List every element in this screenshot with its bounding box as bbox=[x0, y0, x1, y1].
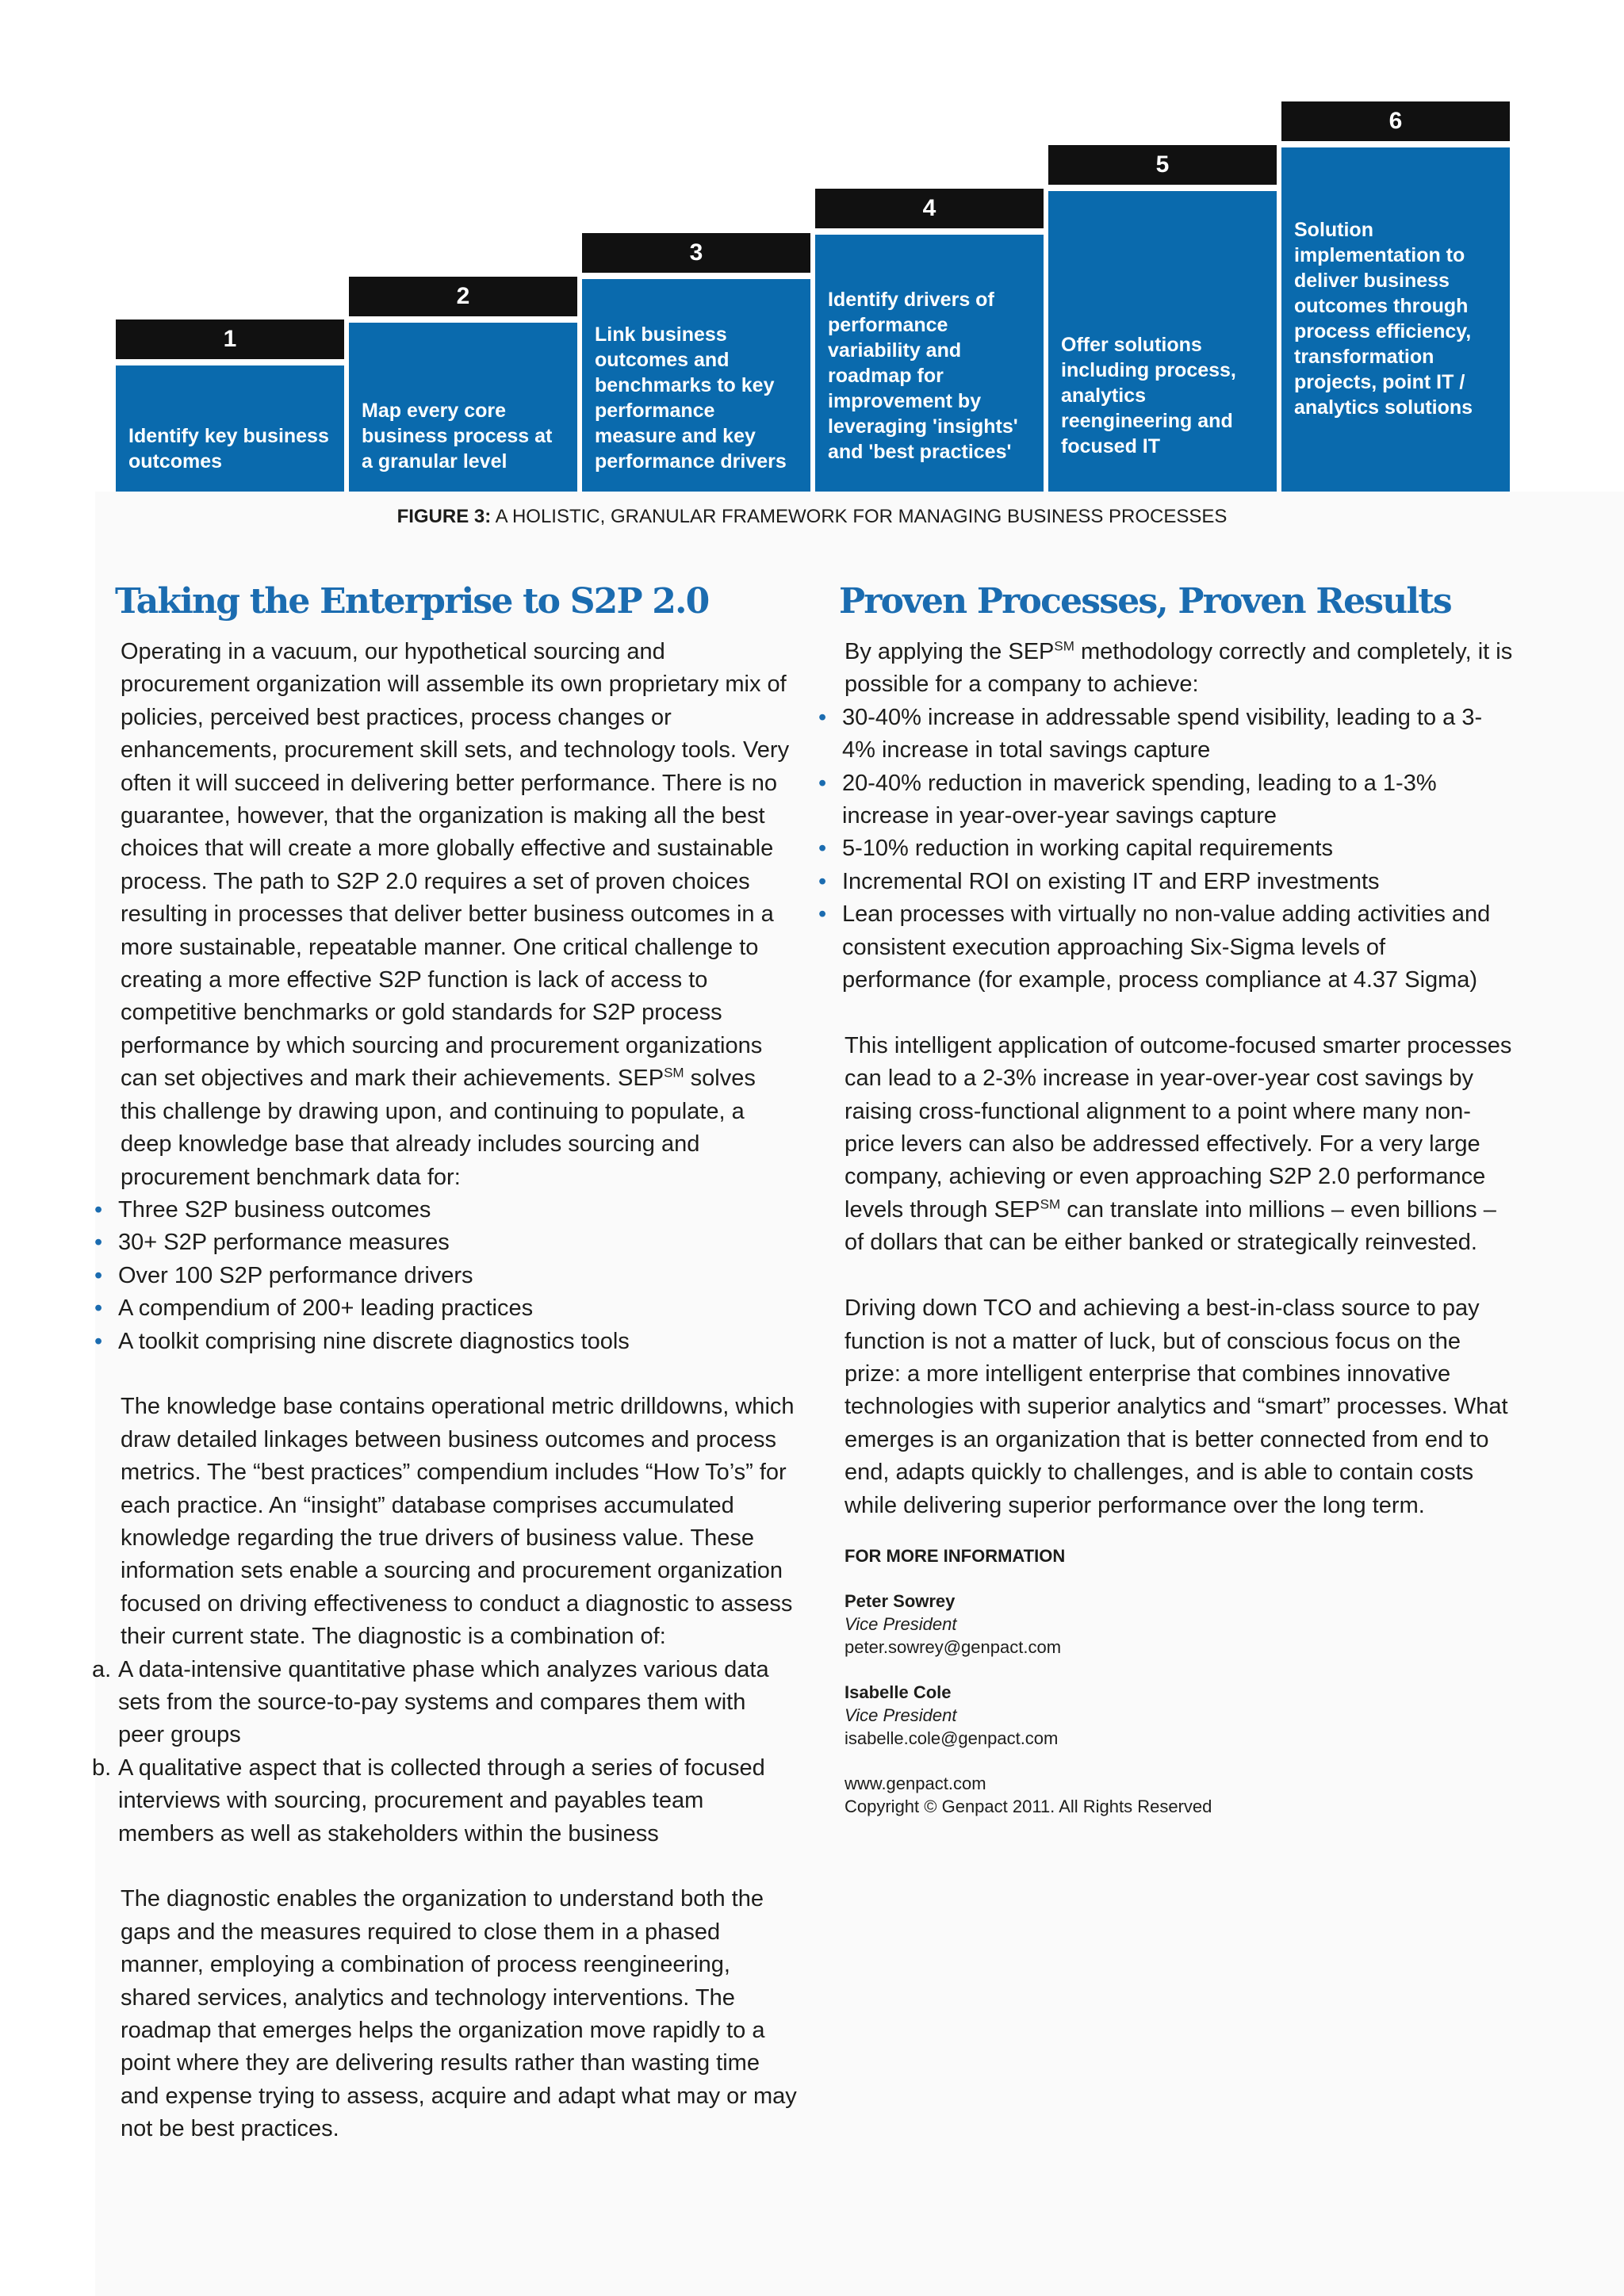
right-column bbox=[818, 580, 1513, 1818]
paragraph-text: Operating in a vacuum, our hypothetical sourcing and procurement organization will assemble its own proprietary mix of policies, perceived best practices, process changes or enhancements, procurement skill sets, and technology tools. Very often it will succeed in delivering better performance. There is no guarantee, however, that the organization is making all the best choices that will create a more globally effective and sustainable process. The path to S2P 2.0 requires a set of proven choices resulting in processes that deliver better business outcomes in a more sustainable, repeatable manner. One critical challenge to creating a more effective S2P function is lack of access to competitive benchmarks or gold standards for S2P process performance by which sourcing and procurement organizations can set objectives and mark their achievements. SEP bbox=[121, 639, 790, 1092]
paragraph-text: solves this challenge by drawing upon, and continuing to populate, a deep knowledge base that already includes sourcing and procurement benchmark data for: bbox=[121, 1066, 756, 1190]
bullet-text: Lean processes with virtually no non-value adding activities and consistent execution approaching Six-Sigma levels of performance (for example, process compliance at 4.37 Sigma) bbox=[842, 901, 1491, 993]
step-text: Solution implementation to deliver business outcomes through process efficiency, transformation projects, point IT / analytics solutions bbox=[1281, 147, 1510, 492]
section-heading: Taking the Enterprise to S2P 2.0 bbox=[115, 581, 709, 622]
step-5 bbox=[1048, 145, 1277, 492]
list-label: b. bbox=[92, 1755, 112, 1781]
step-number: 5 bbox=[1048, 145, 1277, 185]
website-link[interactable]: www.genpact.com bbox=[845, 1773, 986, 1793]
contact-title: Vice President bbox=[845, 1613, 957, 1634]
bullet-text: Three S2P business outcomes bbox=[118, 1196, 431, 1223]
list-item bbox=[92, 1752, 797, 1850]
bullet-text: A toolkit comprising nine discrete diagnostics tools bbox=[118, 1328, 630, 1354]
list-text: A data-intensive quantitative phase which analyzes various data sets from the source-to-pay systems and compares them with peer groups bbox=[118, 1656, 769, 1748]
contact-name: Isabelle Cole bbox=[845, 1682, 952, 1702]
step-text: Identify key business outcomes bbox=[116, 365, 344, 492]
step-text: Offer solutions including process, analytics reengineering and focused IT bbox=[1048, 191, 1277, 492]
bullet-item: • A compendium of 200+ leading practices bbox=[94, 1295, 534, 1322]
paragraph-text: methodology correctly and completely, it is possible for a company to achieve: bbox=[845, 639, 1513, 698]
paragraph-text: By applying the SEP bbox=[845, 639, 1055, 664]
bullet-item: • Three S2P business outcomes bbox=[94, 1196, 431, 1223]
paragraph: The knowledge base contains operational metric drilldowns, which draw detailed linkages between business outcomes and process metrics. The “best practices” compendium includes “How To’s” for each practice. An “insight” database comprises accumulated knowledge regarding the true drivers of business value. These information sets enable a sourcing and procurement organization focused on driving effectiveness to conduct a diagnostic to assess their current state. The diagnostic is a combination of: bbox=[121, 1394, 795, 1650]
paragraph-text: This intelligent application of outcome-focused smarter processes can lead to a 2-3% increase in year-over-year cost savings by raising cross-functional alignment to a point where many non-price levers can also be addressed effectively. For a very large company, achieving or even approaching S2P 2.0 performance levels through SEP bbox=[845, 1032, 1512, 1223]
contact-name: Peter Sowrey bbox=[845, 1590, 956, 1611]
contact-email[interactable]: isabelle.cole@genpact.com bbox=[845, 1728, 1059, 1748]
step-2 bbox=[349, 277, 577, 492]
step-number: 1 bbox=[116, 320, 344, 359]
bullet-text: 30-40% increase in addressable spend visibility, leading to a 3-4% increase in total savings capture bbox=[842, 704, 1483, 763]
figure-caption-text: A HOLISTIC, GRANULAR FRAMEWORK FOR MANAGING BUSINESS PROCESSES bbox=[495, 506, 1228, 527]
figure-caption bbox=[0, 506, 1624, 528]
bullet-item: • 30-40% increase in addressable spend visibility, leading to a 3-4% increase in total savings capture bbox=[818, 704, 1483, 763]
bullet-item: • 20-40% reduction in maverick spending, leading to a 1-3% increase in year-over-year savings capture bbox=[818, 770, 1437, 829]
step-number: 6 bbox=[1281, 101, 1510, 141]
bullet-text: Over 100 S2P performance drivers bbox=[118, 1262, 473, 1288]
section-heading: Proven Processes, Proven Results bbox=[839, 581, 1451, 622]
bullet-item: • Over 100 S2P performance drivers bbox=[94, 1262, 473, 1288]
bullet-text: 20-40% reduction in maverick spending, leading to a 1-3% increase in year-over-year savings capture bbox=[842, 770, 1437, 829]
service-mark: SM bbox=[1054, 638, 1074, 654]
list-text: A qualitative aspect that is collected through a series of focused interviews with sourcing, procurement and payables team members as well as stakeholders within the business bbox=[118, 1755, 765, 1846]
bullet-item: • A toolkit comprising nine discrete diagnostics tools bbox=[94, 1328, 630, 1354]
bullet-text: 30+ S2P performance measures bbox=[118, 1230, 450, 1256]
bullet-text: 5-10% reduction in working capital requirements bbox=[842, 836, 1333, 862]
left-body bbox=[92, 636, 797, 2146]
step-4 bbox=[815, 189, 1044, 492]
step-number: 4 bbox=[815, 189, 1044, 228]
step-text: Identify drivers of performance variability and roadmap for improvement by leveraging 'insights' and 'best practices' bbox=[815, 235, 1044, 492]
more-information bbox=[839, 1544, 1513, 1818]
paragraph bbox=[845, 1030, 1513, 1260]
step-text: Link business outcomes and benchmarks to key performance measure and key performance drivers bbox=[582, 279, 810, 492]
left-column bbox=[92, 580, 797, 2146]
bullet-text: A compendium of 200+ leading practices bbox=[118, 1295, 534, 1322]
step-number: 3 bbox=[582, 233, 810, 273]
list-item bbox=[92, 1654, 797, 1752]
contact-title: Vice President bbox=[845, 1705, 957, 1725]
paragraph bbox=[121, 636, 797, 1194]
paragraph: Driving down TCO and achieving a best-in-class source to pay function is not a matter of luck, but of conscious focus on the prize: a more intelligent enterprise that combines innovative technologies with superior analytics and “smart” processes. What emerges is an organization that is better connected from end to end, adapts quickly to challenges, and is able to contain costs while delivering superior performance over the long term. bbox=[845, 1295, 1508, 1518]
right-body bbox=[818, 636, 1513, 1522]
step-number: 2 bbox=[349, 277, 577, 316]
bullet-text: Incremental ROI on existing IT and ERP investments bbox=[842, 868, 1380, 894]
copyright: Copyright © Genpact 2011. All Rights Reserved bbox=[845, 1796, 1212, 1816]
bullet-item: • Lean processes with virtually no non-value adding activities and consistent execution approaching Six-Sigma levels of performance (for example, process compliance at 4.37 Sigma) bbox=[818, 901, 1491, 993]
paragraph: The diagnostic enables the organization to understand both the gaps and the measures required to close them in a phased manner, employing a combination of process reengineering, shared services, analytics and technology interventions. The roadmap that emerges helps the organization move rapidly to a point where they are delivering results rather than wasting time and expense trying to assess, acquire and adapt what may or may not be best practices. bbox=[121, 1886, 797, 2142]
step-text: Map every core business process at a granular level bbox=[349, 323, 577, 492]
contact-email[interactable]: peter.sowrey@genpact.com bbox=[845, 1636, 1062, 1657]
bullet-item: • 30+ S2P performance measures bbox=[94, 1230, 450, 1256]
service-mark: SM bbox=[664, 1065, 684, 1081]
info-heading: FOR MORE INFORMATION bbox=[845, 1545, 1066, 1566]
figure-caption-label: FIGURE 3: bbox=[396, 506, 492, 527]
paragraph bbox=[845, 636, 1513, 702]
step-1 bbox=[116, 320, 344, 492]
step-6 bbox=[1281, 101, 1510, 492]
list-label: a. bbox=[92, 1656, 112, 1682]
bullet-item: • 5-10% reduction in working capital requirements bbox=[818, 836, 1333, 862]
service-mark: SM bbox=[1040, 1196, 1061, 1212]
paragraph-text: can translate into millions – even billions – of dollars that can be either banked or strategically reinvested. bbox=[845, 1196, 1496, 1256]
bullet-item: • Incremental ROI on existing IT and ERP investments bbox=[818, 868, 1380, 894]
step-3 bbox=[582, 233, 810, 492]
